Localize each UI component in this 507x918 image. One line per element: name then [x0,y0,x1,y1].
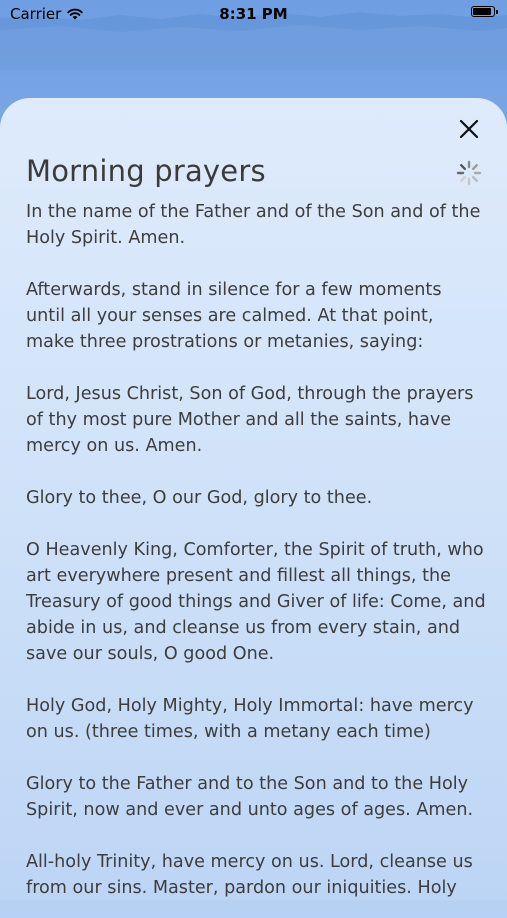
prayer-sheet [0,98,507,918]
prayer-paragraph: Afterwards, stand in silence for a few moments until all your senses are calmed. At that point, make three prostrations or metanies, saying: [26,280,442,352]
prayer-paragraph: O Heavenly King, Comforter, the Spirit of truth, who art everywhere present and fillest all things, the Treasury of good things and Giver of life: Come, and abide in us, and cleanse us from every stain, and save our souls, O good One. [26,540,486,664]
status-right [471,6,495,17]
battery-icon [471,6,495,17]
status-time: 8:31 PM [219,5,288,23]
status-bar [0,0,507,28]
loading-spinner-icon [456,160,482,186]
prayer-text [26,199,486,918]
prayer-paragraph: Glory to the Father and to the Son and to the Holy Spirit, now and ever and unto ages of ages. Amen. [26,774,474,820]
prayer-paragraph: All-holy Trinity, have mercy on us. Lord, cleanse us from our sins. Master, pardon our iniquities. Holy [26,852,473,898]
prayer-paragraph: Glory to thee, O our God, glory to thee. [26,488,373,508]
prayer-paragraph: In the name of the Father and of the Son and of the Holy Spirit. Amen. [26,202,481,248]
close-icon[interactable] [457,117,481,141]
page-title: Morning prayers [26,154,266,188]
carrier-label: Carrier [10,5,62,23]
battery-level [473,8,491,15]
prayer-paragraph: Lord, Jesus Christ, Son of God, through the prayers of thy most pure Mother and all the saints, have mercy on us. Amen. [26,384,474,456]
prayer-paragraph: Holy God, Holy Mighty, Holy Immortal: have mercy on us. (three times, with a metany each time) [26,696,474,742]
